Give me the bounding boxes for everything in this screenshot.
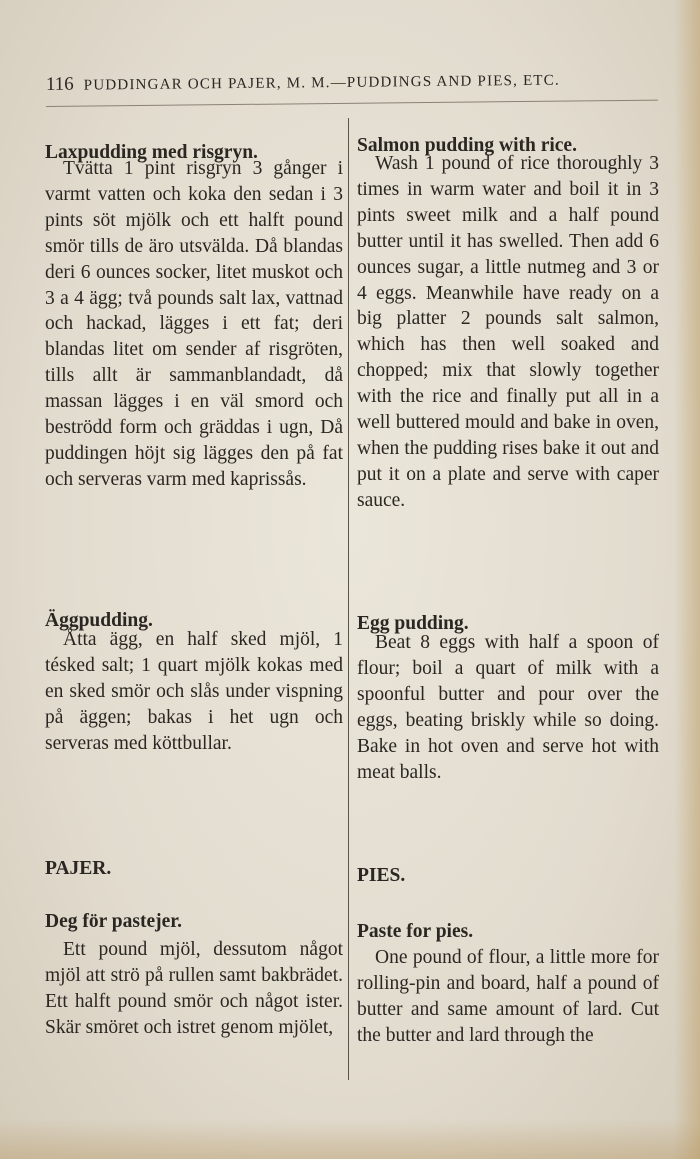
recipe-title-deg: Deg för pastejer. [45, 911, 183, 933]
column-divider [348, 118, 349, 1080]
recipe-text-salmon [357, 151, 659, 514]
recipe-text-deg [45, 937, 343, 1041]
recipe-title-aggpudding: Äggpudding. [45, 610, 153, 632]
page-number: 116 [45, 73, 74, 95]
recipe-title-paste: Paste for pies. [357, 921, 474, 943]
recipe-title-laxpudding: Laxpudding med risgryn. [45, 142, 258, 164]
recipe-text-laxpudding [45, 156, 343, 493]
recipe-paragraph: One pound of flour, a little more for rolling-pin and board, half a pound of butter and same amount of lard. Cut the butter and lard through the [357, 947, 659, 1046]
recipe-text-paste [357, 945, 659, 1049]
recipe-title-egg: Egg pudding. [357, 613, 469, 635]
running-header [46, 68, 646, 104]
recipe-text-aggpudding [45, 627, 343, 757]
page-bottom-shadow [0, 1119, 700, 1159]
recipe-paragraph: Wash 1 pound of rice thoroughly 3 times in warm water and boil it in 3 pints sweet milk and a half pound butter until it has swelled. Then add 6 ounces sugar, a little nutmeg and 3 or 4 eggs. Meanwhile have ready on a big platter 2 pounds salt salmon, which has then well soaked and chopped; mix that slowly together with the rice and finally put all in a well buttered mould and bake in oven, when the pudding rises bake it out and put it on a plate and serve with caper sauce. [357, 153, 659, 511]
section-title-pajer: PAJER. [45, 858, 112, 880]
recipe-paragraph: Beat 8 eggs with half a spoon of flour; boil a quart of milk with a spoonful butter and pour over the eggs, beating briskly while so doing. Bake in hot oven and serve hot with meat balls. [357, 632, 659, 783]
section-title-pies: PIES. [357, 865, 406, 887]
page-edge-shadow [674, 0, 700, 1159]
recipe-paragraph: Åtta ägg, en half sked mjöl, 1 tésked salt; 1 quart mjölk kokas med en sked smör och slås under vispning på äggen; bakas i het ugn och serveras med köttbullar. [45, 629, 343, 754]
recipe-paragraph: Ett pound mjöl, dessutom något mjöl att strö på rullen samt bakbrädet. Ett halft pound smör och något ister. Skär smöret och istret genom mjölet, [45, 939, 343, 1038]
recipe-paragraph: Tvätta 1 pint risgryn 3 gånger i varmt vatten och koka den sedan i 3 pints söt mjölk och ett halft pound smör tills de äro utsvälda. Då blandas deri 6 ounces socker, litet muskot och 3 a 4 ägg; två pounds salt lax, vattnad och hackad, lägges i ett fat; deri blandas litet om sender af risgröten, tills allt är sammanblandadt, då massan lägges i en väl smord och beströdd form och gräddas i ugn, Då puddingen höjt sig lägges den på fat och serveras varm med kaprissås. [45, 158, 343, 490]
running-title: PUDDINGAR OCH PAJER, M. M.—PUDDINGS AND PIES, ETC. [83, 72, 560, 94]
recipe-title-salmon: Salmon pudding with rice. [357, 135, 577, 157]
recipe-text-egg [357, 630, 659, 785]
